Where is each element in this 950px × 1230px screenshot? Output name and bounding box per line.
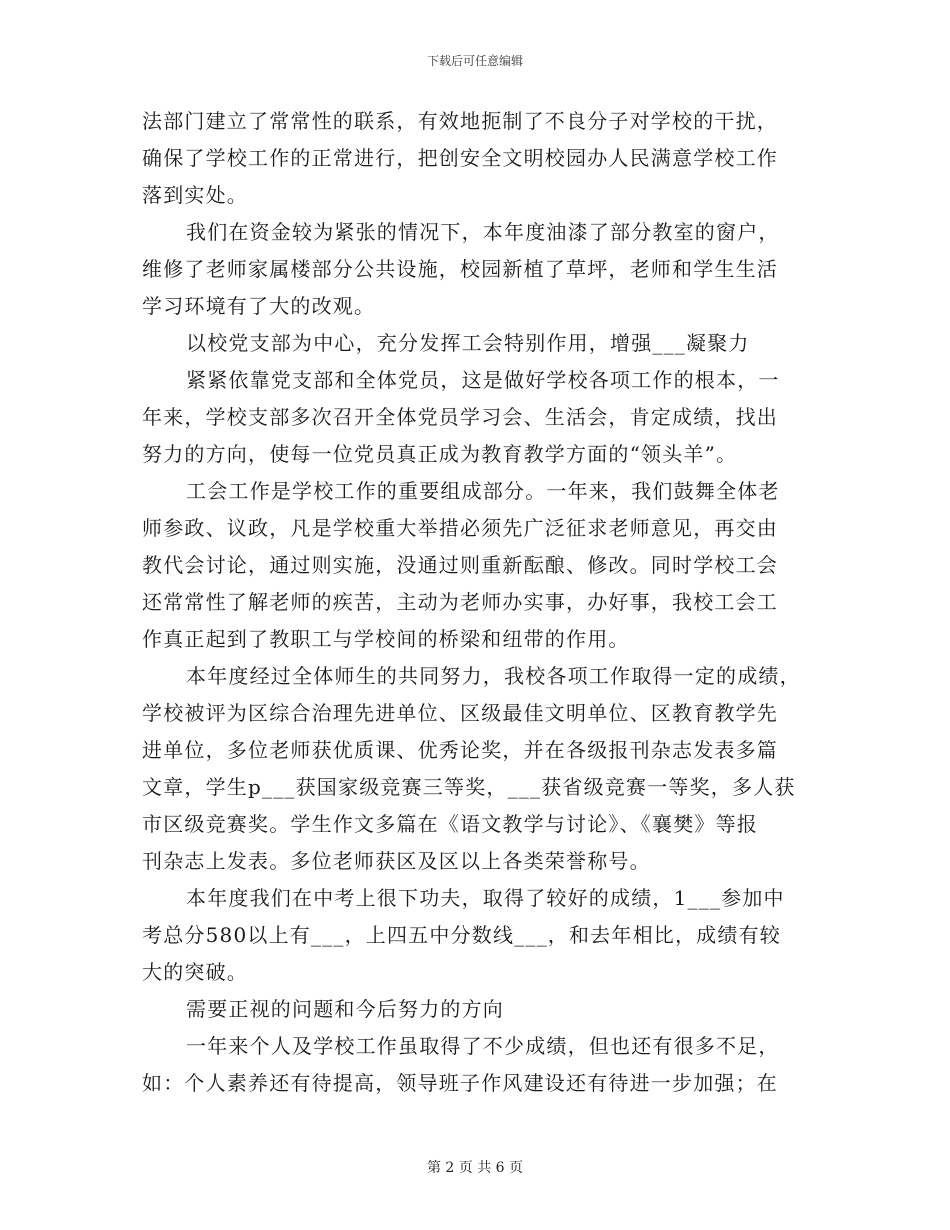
text-line: 大的突破。 (142, 960, 248, 984)
text-line: 一年来个人及学校工作虽取得了不少成绩，但也还有很多不足， (186, 1034, 780, 1058)
text-line: 法部门建立了常常性的联系，有效地扼制了不良分子对学校的干扰， (142, 109, 778, 133)
text-line: 我们在资金较为紧张的情况下，本年度油漆了部分教室的窗户， (186, 220, 780, 244)
text-line: 市区级竞赛奖。学生作文多篇在《语文教学与讨论》、《襄樊》等报 (142, 812, 758, 836)
text-line: 还常常性了解老师的疾苦，主动为老师办实事，办好事，我校工会工 (142, 590, 778, 614)
text-line: 需要正视的问题和今后努力的方向 (186, 997, 504, 1021)
text-line: 确保了学校工作的正常进行，把创安全文明校园办人民满意学校工作 (142, 146, 778, 170)
text-line: 进单位，多位老师获优质课、优秀论奖，并在各级报刊杂志发表多篇 (142, 738, 778, 762)
text-line: 本年度我们在中考上很下功夫，取得了较好的成绩，1___参加中 (186, 886, 785, 910)
text-line: 维修了老师家属楼部分公共设施，校园新植了草坪，老师和学生生活 (142, 257, 778, 281)
text-line: 年来，学校支部多次召开全体党员学习会、生活会，肯定成绩，找出 (142, 405, 778, 429)
text-line: 文章，学生p___获国家级竞赛三等奖，___获省级竞赛一等奖，多人获 (142, 775, 796, 799)
text-line: 学校被评为区综合治理先进单位、区级最佳文明单位、区教育教学先 (142, 701, 778, 725)
text-line: 如：个人素养还有待提高，领导班子作风建设还有待进一步加强；在 (142, 1071, 778, 1095)
text-line: 学习环境有了大的改观。 (142, 294, 376, 318)
text-line: 工会工作是学校工作的重要组成部分。一年来，我们鼓舞全体老 (186, 479, 780, 503)
text-line: 努力的方向，使每一位党员真正成为教育教学方面的“领头羊”。 (142, 442, 738, 466)
text-line: 教代会讨论，通过则实施，没通过则重新酝酿、修改。同时学校工会 (142, 553, 778, 577)
text-line: 以校党支部为中心，充分发挥工会特别作用，增强___凝聚力 (186, 331, 750, 355)
text-line: 本年度经过全体师生的共同努力，我校各项工作取得一定的成绩， (186, 664, 801, 688)
text-line: 紧紧依靠党支部和全体党员，这是做好学校各项工作的根本，一 (186, 368, 780, 392)
text-line: 刊杂志上发表。多位老师获区及区以上各类荣誉称号。 (142, 849, 651, 873)
page-footer: 第 2 页 共 6 页 (426, 1160, 524, 1176)
page-header: 下载后可任意编辑 (426, 54, 523, 68)
document-body (142, 103, 812, 1102)
text-line: 作真正起到了教职工与学校间的桥梁和纽带的作用。 (142, 627, 630, 651)
text-line: 师参政、议政，凡是学校重大举措必须先广泛征求老师意见，再交由 (142, 516, 778, 540)
text-line: 考总分580以上有___，上四五中分数线___，和去年相比，成绩有较 (142, 923, 781, 947)
text-line: 落到实处。 (142, 183, 248, 207)
